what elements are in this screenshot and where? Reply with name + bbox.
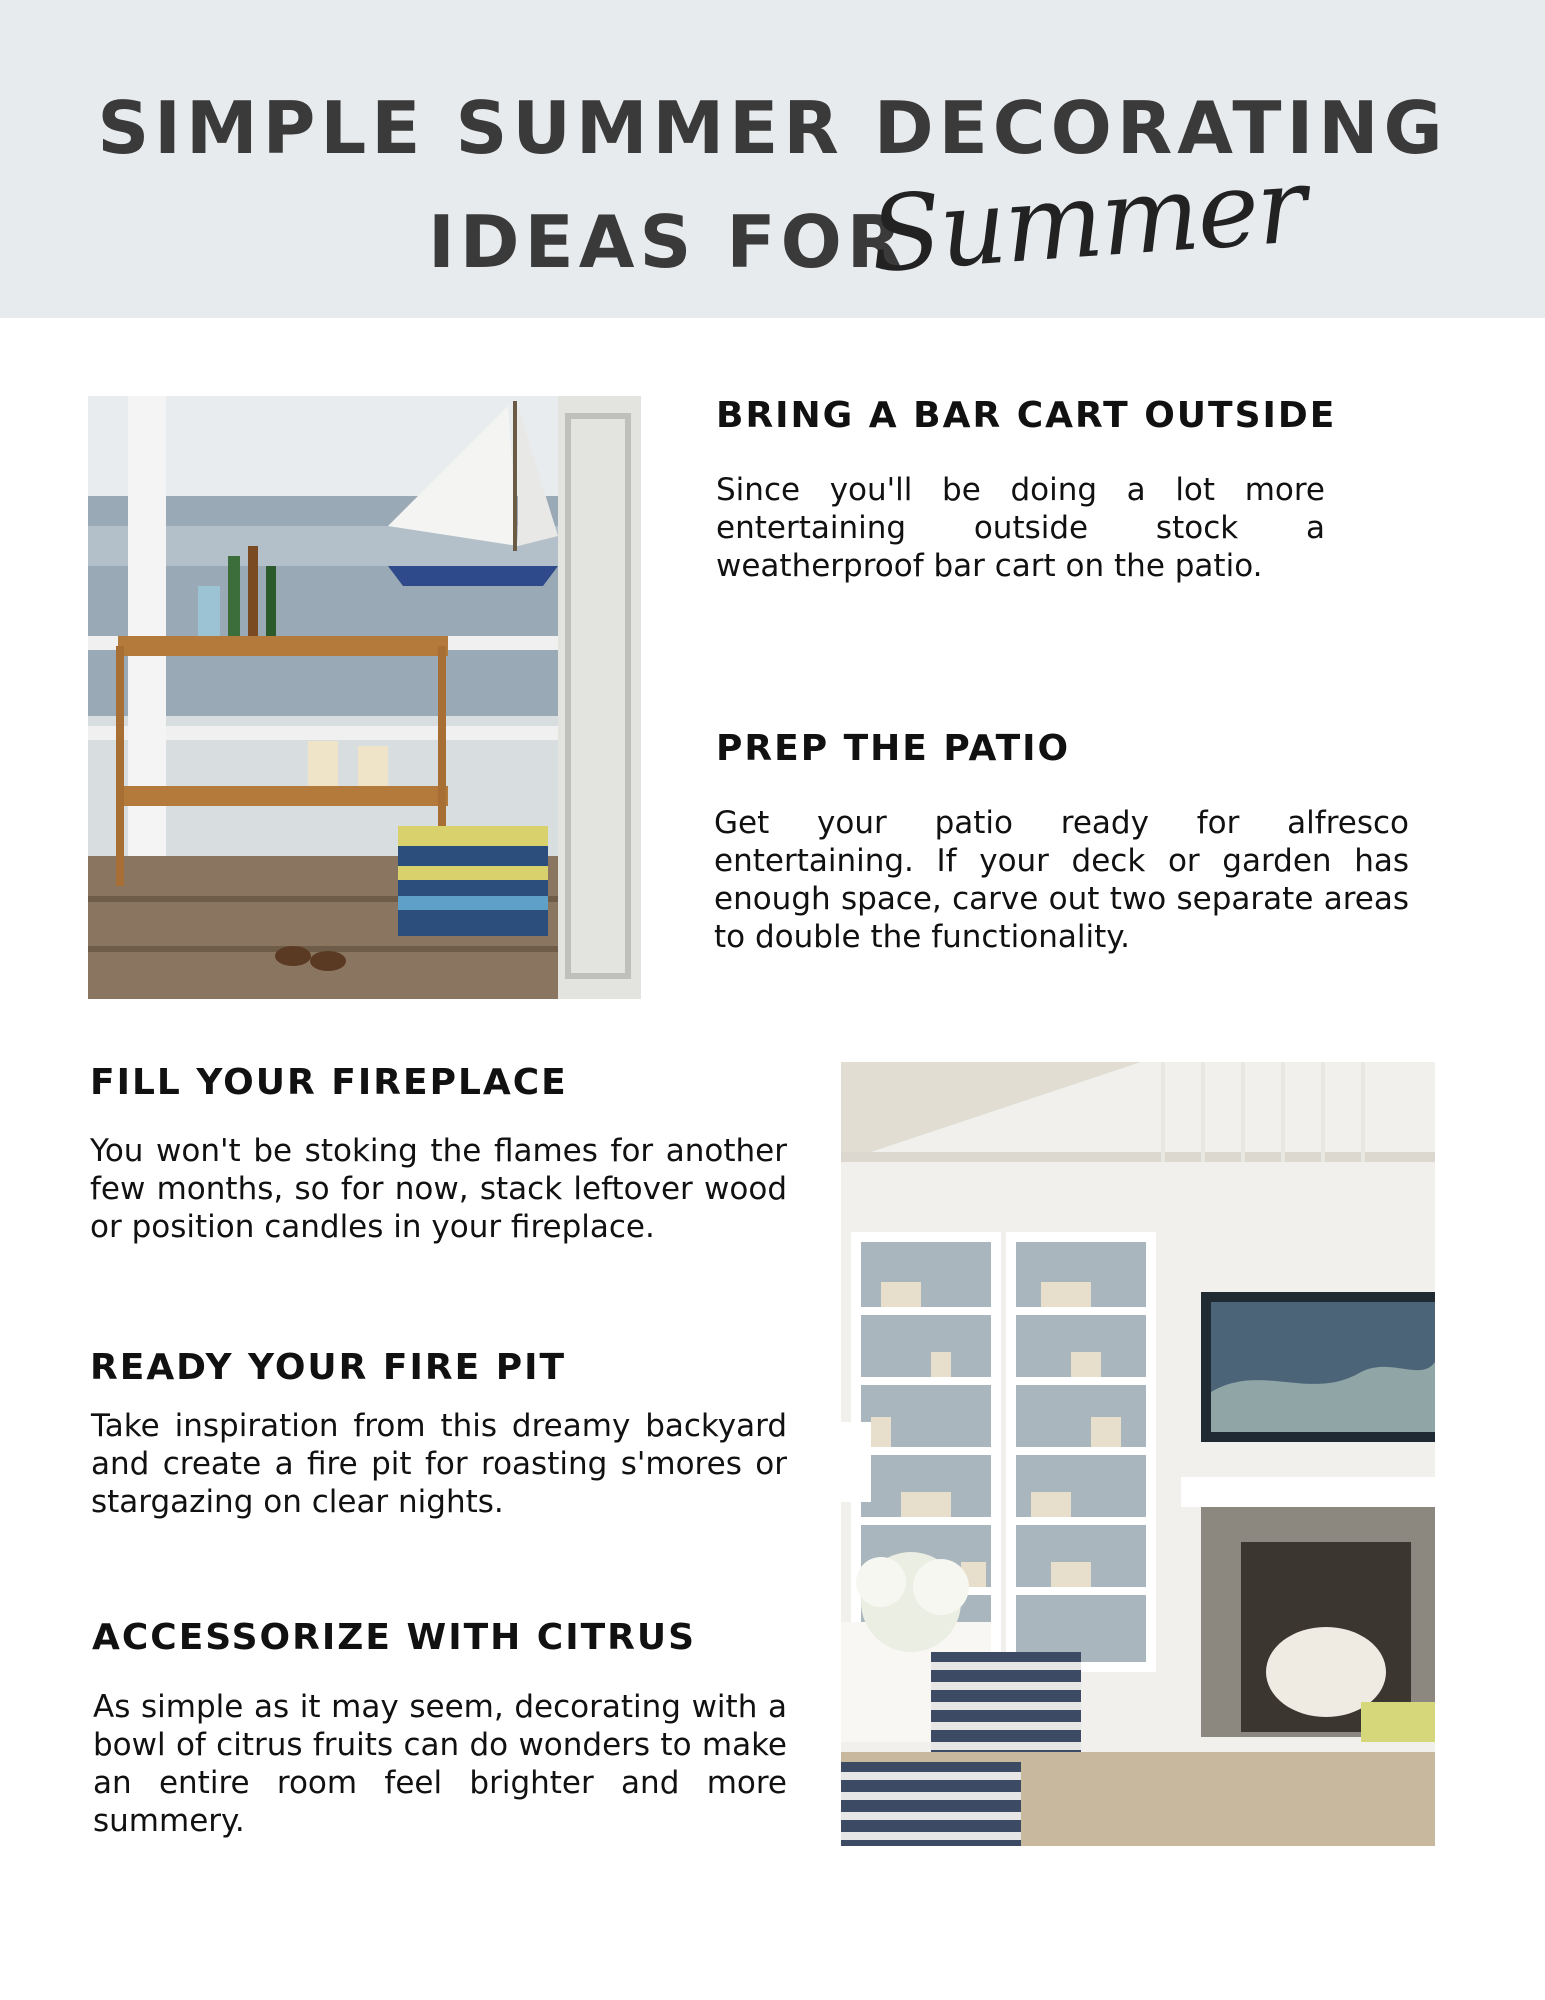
section-heading-patio: PREP THE PATIO xyxy=(716,728,1071,769)
living-room-fireplace-photo xyxy=(841,1062,1435,1846)
section-heading-citrus: ACCESSORIZE WITH CITRUS xyxy=(92,1617,697,1658)
section-heading-bar-cart: BRING A BAR CART OUTSIDE xyxy=(716,395,1337,436)
page-title-line2: IDEAS FOR xyxy=(428,200,908,284)
bar-cart-photo xyxy=(88,396,641,999)
section-body-patio: Get your patio ready for alfresco entertaining. If your deck or garden has enough space, carve out two separate areas to double the functionality. xyxy=(714,805,1409,955)
section-heading-fireplace: FILL YOUR FIREPLACE xyxy=(90,1062,568,1103)
section-heading-fire-pit: READY YOUR FIRE PIT xyxy=(90,1347,567,1388)
page-title-line1: SIMPLE SUMMER DECORATING xyxy=(97,86,1448,170)
section-body-fire-pit: Take inspiration from this dreamy backyard and create a fire pit for roasting s'mores or stargazing on clear nights. xyxy=(91,1408,787,1520)
script-summer-word: Summer xyxy=(866,143,1309,297)
section-body-bar-cart: Since you'll be doing a lot more entertaining outside stock a weatherproof bar cart on the patio. xyxy=(716,472,1325,584)
section-body-citrus: As simple as it may seem, decorating with a bowl of citrus fruits can do wonders to make an entire room feel brighter and more summery. xyxy=(93,1689,787,1839)
section-body-fireplace: You won't be stoking the flames for another few months, so for now, stack leftover wood or position candles in your fireplace. xyxy=(90,1133,787,1245)
